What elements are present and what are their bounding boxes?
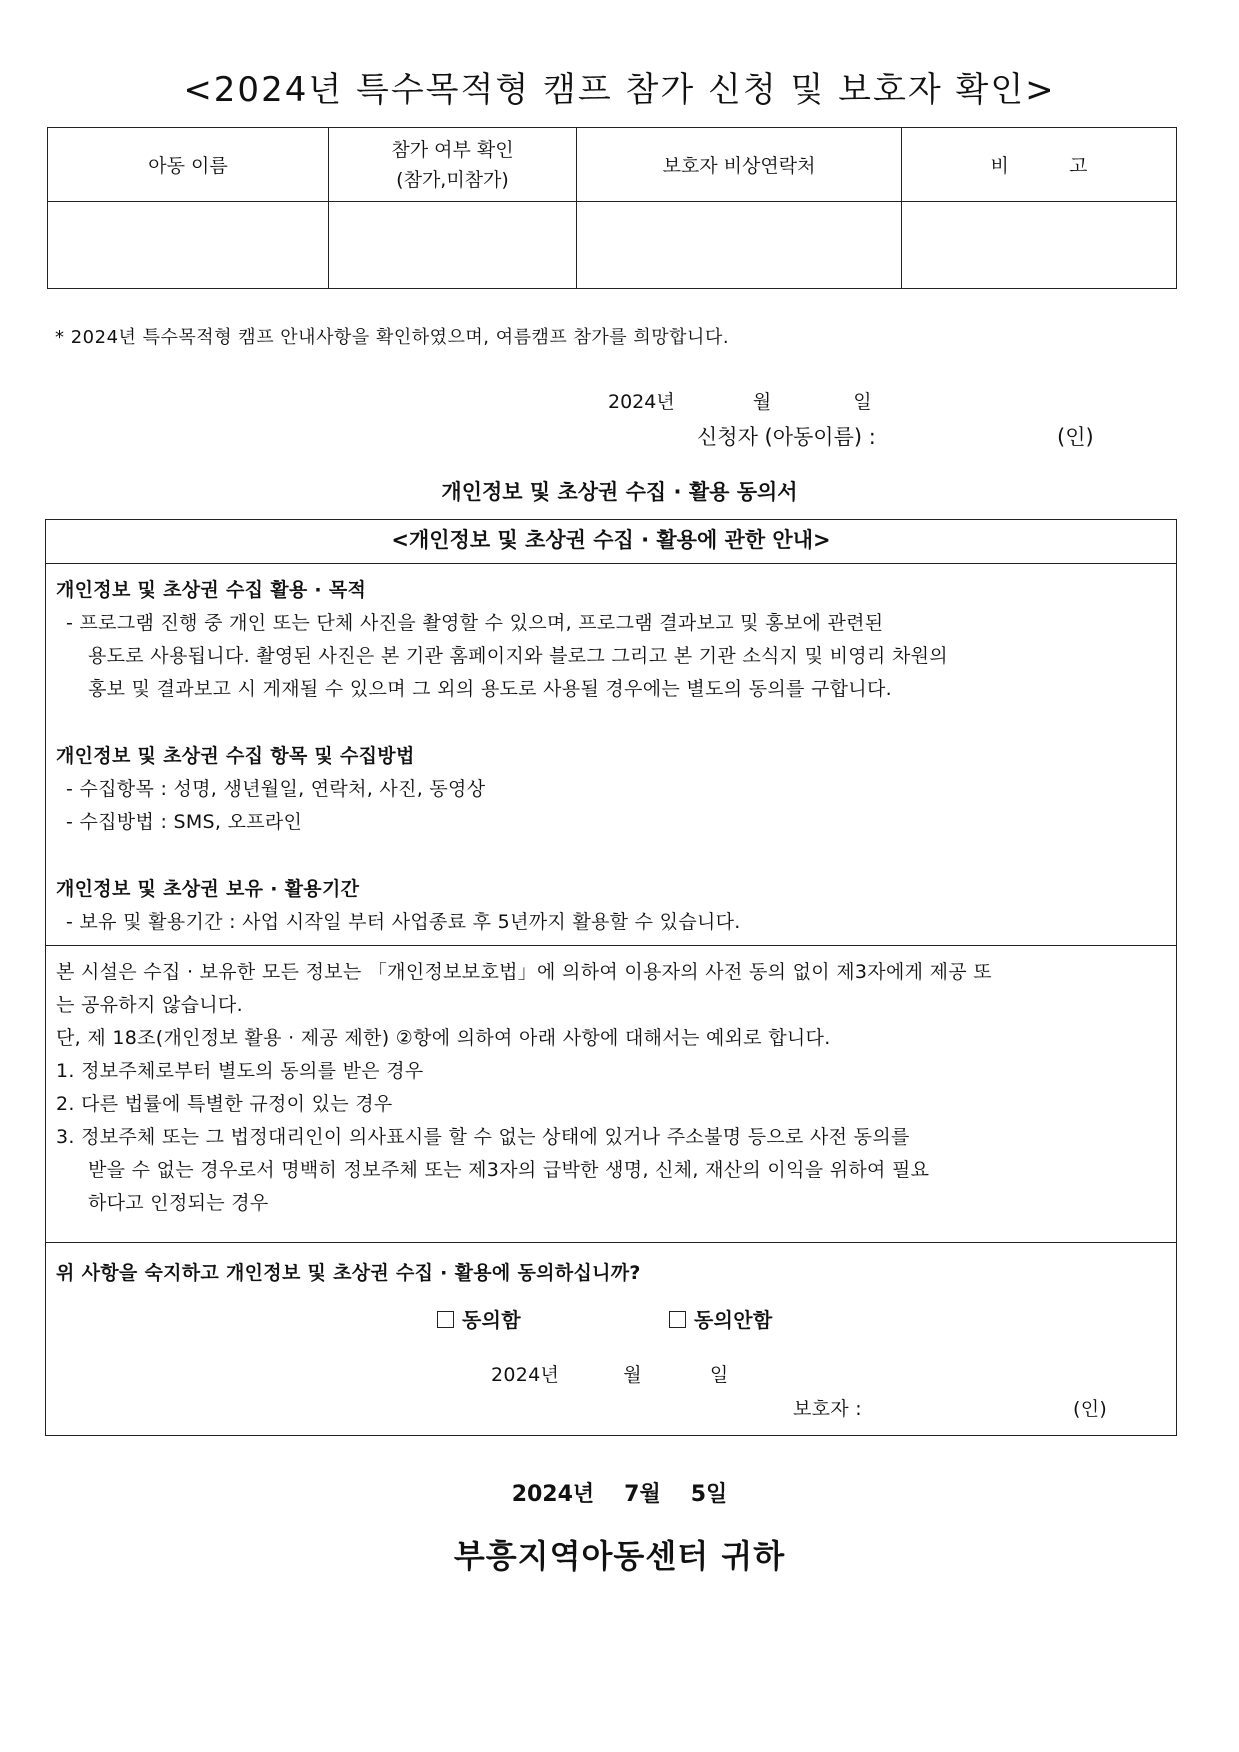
applicant-date-year: 2024년 (608, 391, 675, 413)
retention-line: - 보유 및 활용기간 : 사업 시작일 부터 사업종료 후 5년까지 활용할 수 있습니다. (66, 911, 741, 933)
guardian-date-year: 2024년 (491, 1364, 560, 1386)
policy-line: 받을 수 없는 경우로서 명백히 정보주체 또는 제3자의 급박한 생명, 신체, 재산의 이익을 위하여 필요 (88, 1159, 930, 1181)
applicant-seal: (인) (1057, 425, 1094, 449)
applicant-date-month: 월 (752, 391, 772, 413)
policy-section (45, 946, 1177, 1243)
header-participation (329, 128, 577, 202)
guardian-date-month: 월 (623, 1364, 642, 1386)
retention-heading: 개인정보 및 초상권 보유 · 활용기간 (56, 878, 360, 900)
header-participation-line1: 참가 여부 확인 (391, 138, 514, 161)
header-participation-line2: (참가,미참가) (396, 168, 509, 191)
purpose-line: - 프로그램 진행 중 개인 또는 단체 사진을 촬영할 수 있으며, 프로그램 결과보고 및 홍보에 관련된 (66, 612, 884, 634)
agreement-section (45, 1243, 1177, 1436)
policy-line: 하다고 인정되는 경우 (88, 1192, 269, 1214)
cell-guardian-contact[interactable] (577, 202, 902, 289)
items-line: - 수집항목 : 성명, 생년월일, 연락처, 사진, 동영상 (66, 778, 486, 800)
policy-line: 단, 제 18조(개인정보 활용 · 제공 제한) ②항에 의하여 아래 사항에 대해서는 예외로 합니다. (56, 1027, 831, 1049)
guardian-label: 보호자 : (793, 1398, 863, 1420)
agree-label: 동의함 (462, 1308, 521, 1332)
policy-line: 3. 정보주체 또는 그 법정대리인이 의사표시를 할 수 없는 상태에 있거나 주소불명 등으로 사전 동의를 (56, 1126, 910, 1148)
purpose-line: 홍보 및 결과보고 시 게재될 수 있으며 그 외의 용도로 사용될 경우에는 별도의 동의를 구합니다. (88, 678, 892, 700)
recipient: 부흥지역아동센터 귀하 (453, 1537, 786, 1575)
guardian-seal: (인) (1073, 1398, 1108, 1420)
confirmation-note: * 2024년 특수목적형 캠프 안내사항을 확인하였으며, 여름캠프 참가를 희망합니다. (55, 327, 730, 348)
disagree-checkbox[interactable] (669, 1311, 686, 1328)
header-guardian-contact: 보호자 비상연락처 (577, 128, 902, 202)
policy-line: 2. 다른 법률에 특별한 규정이 있는 경우 (56, 1093, 393, 1115)
policy-line: 본 시설은 수집 · 보유한 모든 정보는 「개인정보보호법」에 의하여 이용자의 사전 동의 없이 제3자에게 제공 또 (56, 961, 992, 983)
header-child-name: 아동 이름 (48, 128, 329, 202)
guardian-date (491, 1360, 729, 1387)
policy-line: 는 공유하지 않습니다. (56, 994, 243, 1016)
document-title: <2024년 특수목적형 캠프 참가 신청 및 보호자 확인> (183, 70, 1056, 110)
guide-section (45, 564, 1177, 946)
applicant-date-day: 일 (853, 391, 872, 413)
consent-title: 개인정보 및 초상권 수집 · 활용 동의서 (441, 480, 798, 504)
application-table (47, 127, 1177, 289)
final-date-year: 2024년 (511, 1482, 595, 1507)
final-date (0, 1477, 1239, 1508)
agree-checkbox[interactable] (437, 1311, 454, 1328)
purpose-line: 용도로 사용됩니다. 촬영된 사진은 본 기관 홈페이지와 블로그 그리고 본 기관 소식지 및 비영리 차원의 (88, 645, 948, 667)
agreement-question: 위 사항을 숙지하고 개인정보 및 초상권 수집 · 활용에 동의하십니까? (56, 1262, 641, 1284)
final-date-day: 5일 (690, 1482, 728, 1507)
policy-line: 1. 정보주체로부터 별도의 동의를 받은 경우 (56, 1060, 424, 1082)
disagree-option[interactable] (669, 1304, 772, 1333)
items-line: - 수집방법 : SMS, 오프라인 (66, 811, 303, 833)
applicant-date (608, 387, 872, 414)
cell-remarks[interactable] (902, 202, 1177, 289)
purpose-heading: 개인정보 및 초상권 수집 활용 · 목적 (56, 579, 367, 601)
consent-box-header: <개인정보 및 초상권 수집 · 활용에 관한 안내> (45, 519, 1177, 564)
cell-child-name[interactable] (48, 202, 329, 289)
applicant-label: 신청자 (아동이름) : (697, 425, 876, 449)
final-date-month: 7월 (624, 1482, 661, 1507)
header-remarks: 비 고 (902, 128, 1177, 202)
items-heading: 개인정보 및 초상권 수집 항목 및 수집방법 (56, 745, 415, 767)
agree-option[interactable] (437, 1304, 521, 1333)
guardian-date-day: 일 (709, 1364, 729, 1386)
disagree-label: 동의안함 (694, 1308, 773, 1332)
cell-participation[interactable] (329, 202, 577, 289)
